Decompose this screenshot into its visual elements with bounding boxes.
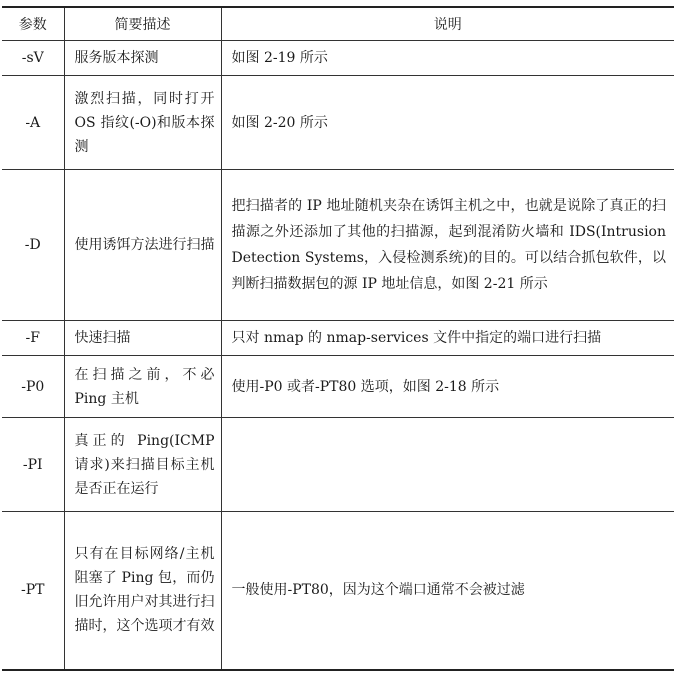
param-cell: -D <box>2 170 64 321</box>
table-header-row <box>2 7 674 41</box>
brief-cell: 真正的 Ping(ICMP 请求)来扫描目标主机是否正在运行 <box>64 418 221 512</box>
desc-cell: 如图 2-20 所示 <box>221 76 674 170</box>
brief-cell: 使用诱饵方法进行扫描 <box>64 170 221 321</box>
header-param: 参数 <box>2 7 64 41</box>
brief-cell: 服务版本探测 <box>64 41 221 76</box>
brief-cell: 在扫描之前，不必 Ping 主机 <box>64 356 221 418</box>
nmap-options-table <box>2 6 674 671</box>
table-row <box>2 356 674 418</box>
desc-cell: 一般使用-PT80，因为这个端口通常不会被过滤 <box>221 512 674 670</box>
table-row <box>2 321 674 356</box>
param-cell: -A <box>2 76 64 170</box>
desc-cell: 如图 2-19 所示 <box>221 41 674 76</box>
nmap-options-table-wrapper <box>0 6 676 671</box>
param-cell: -PI <box>2 418 64 512</box>
table-row <box>2 76 674 170</box>
table-row <box>2 41 674 76</box>
desc-cell: 使用-P0 或者-PT80 选项，如图 2-18 所示 <box>221 356 674 418</box>
desc-cell: 把扫描者的 IP 地址随机夹杂在诱饵主机之中，也就是说除了真正的扫描源之外还添加了其他的扫描源，起到混淆防火墙和 IDS(Intrusion Detection Systems，入侵检测系统)的目的。可以结合抓包软件，以判断扫描数据包的源 IP 地址信息，如图 2-21 所示 <box>221 170 674 321</box>
table-row <box>2 170 674 321</box>
param-cell: -F <box>2 321 64 356</box>
header-desc: 说明 <box>221 7 674 41</box>
table-row <box>2 418 674 512</box>
brief-cell: 激烈扫描，同时打开 OS 指纹(-O)和版本探测 <box>64 76 221 170</box>
header-brief: 简要描述 <box>64 7 221 41</box>
table-row <box>2 512 674 670</box>
param-cell: -sV <box>2 41 64 76</box>
brief-cell: 只有在目标网络/主机阻塞了 Ping 包，而仍旧允许用户对其进行扫描时，这个选项才有效 <box>64 512 221 670</box>
param-cell: -P0 <box>2 356 64 418</box>
desc-cell <box>221 418 674 512</box>
desc-cell: 只对 nmap 的 nmap-services 文件中指定的端口进行扫描 <box>221 321 674 356</box>
param-cell: -PT <box>2 512 64 670</box>
brief-cell: 快速扫描 <box>64 321 221 356</box>
